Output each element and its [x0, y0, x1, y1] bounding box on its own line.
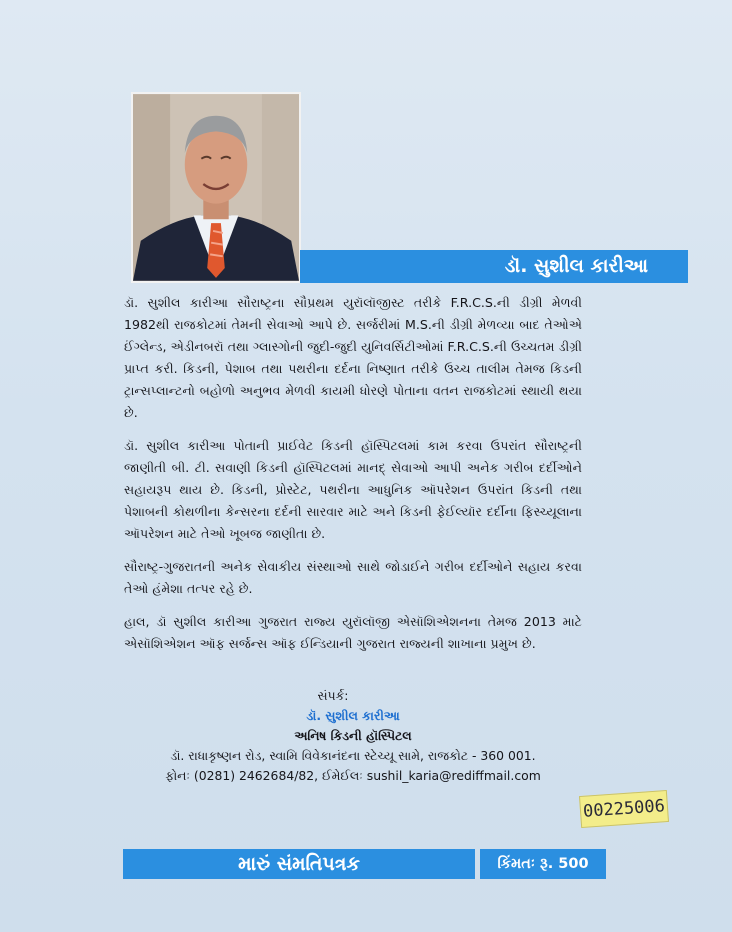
contact-name: ડૉ. સુશીલ કારીઆ — [306, 708, 400, 723]
bio-paragraph: ડૉ. સુશીલ કારીઆ સૌરાષ્ટ્રના સૌપ્રથમ યુરૉલૉજીસ્ટ તરીકે F.R.C.S.ની ડીગ્રી મેળવી 1982થી રાજકોટમાં તેમની સેવાઓ આપે છે. સર્જરીમાં M.S.ની ડીગ્રી મેળવ્યા બાદ તેઓએ ઈંગ્લેન્ડ, એડીનબરૉ તથા ગ્લાસ્ગોની જુદી-જુદી યુનિવર્સિટીઓમાં F.R.C.S.ની ઉચ્ચતમ ડીગ્રી પ્રાપ્ત કરી. કિડની, પેશાબ તથા પથરીના દર્દના નિષ્ણાત તરીકે ઉચ્ચ તાલીમ તેમજ કિડની ટ્રાન્સપ્લાન્ટનો બહોળો અનુભવ મેળવી કાયમી ધોરણે પોતાના વતન રાજકોટમાં સ્થાયી થયા છે. — [124, 295, 582, 420]
contact-block — [124, 686, 582, 786]
contact-phone-email: ફોનઃ (0281) 2462684/82, ઈમેઈલઃ sushil_karia@rediffmail.com — [165, 768, 541, 783]
price-label: કિંમતઃ રૂ. 500 — [480, 849, 606, 879]
inventory-sticker: 00225006 — [579, 790, 669, 828]
author-name-banner: ડૉ. સુશીલ કારીઆ — [300, 250, 688, 283]
bio-paragraph: સૌરાષ્ટ્ર-ગુજરાતની અનેક સેવાકીય સંસ્થાઓ સાથે જોડાઈને ગરીબ દર્દીઓને સહાય કરવા તેઓ હંમેશા તત્પર રહે છે. — [124, 559, 582, 596]
contact-label: સંપર્ક: — [317, 688, 349, 703]
book-title-bar: મારું સંમતિપત્રક — [123, 849, 475, 879]
author-photo — [131, 92, 301, 283]
contact-address: ડૉ. રાધાકૃષ્ણન રોડ, સ્વામિ વિવેકાનંદના સ્ટેચ્યૂ સામે, રાજકોટ - 360 001. — [170, 748, 536, 763]
bio-paragraph: હાલ, ડૉ સુશીલ કારીઆ ગુજરાત રાજ્ય યુરૉલૉજી એસૉશિએશનના તેમજ 2013 માટે એસૉશિએશન ઑફ સર્જન્સ ઑફ ઈન્ડિયાની ગુજરાત રાજ્યની શાખાના પ્રમુખ છે. — [124, 614, 582, 651]
hospital-name: અનિષ કિડની હૉસ્પિટલ — [294, 728, 412, 743]
bio-paragraph: ડૉ. સુશીલ કારીઆ પોતાની પ્રાઈવેટ કિડની હૉસ્પિટલમાં કામ કરવા ઉપરાંત સૌરાષ્ટ્રની જાણીતી બી. ટી. સવાણી કિડની હૉસ્પિટલમાં માનદ્ સેવાઓ આપી અનેક ગરીબ દર્દીઓને સહાયરૂપ થાય છે. કિડની, પ્રોસ્ટેટ, પથરીના આધુનિક ઑપરેશન ઉપરાંત કિડની તથા પેશાબની કોથળીના કેન્સરના દર્દની સારવાર માટે અને કિડની ફેઈલ્યૉર દર્દીના ફિસ્ચ્યૂલાના ઑપરેશન માટે તેઓ ખૂબજ જાણીતા છે. — [124, 438, 582, 541]
author-bio — [124, 292, 582, 666]
